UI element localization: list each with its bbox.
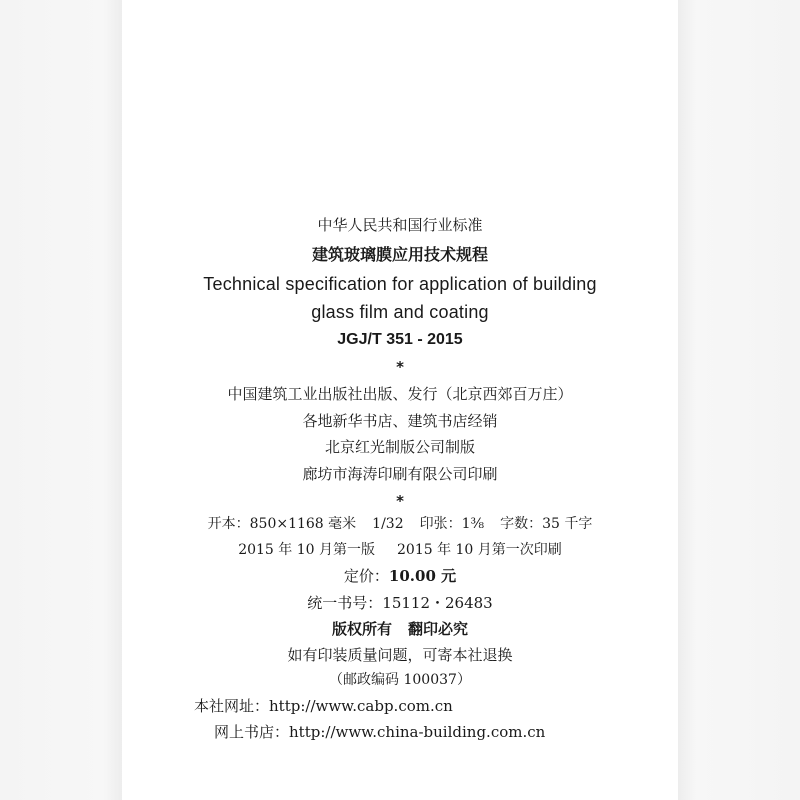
- copyright-notice: [122, 619, 678, 639]
- isbn-line: [122, 593, 678, 613]
- return-notice: 如有印装质量问题，可寄本社退换: [287, 646, 513, 664]
- edition-info: 2015 年 10 月第一版: [238, 542, 375, 558]
- printer-line: 廊坊市海涛印刷有限公司印刷: [302, 465, 498, 483]
- isbn-label: 统一书号：: [307, 594, 383, 612]
- title-english-line-1: Technical specification for application of building: [203, 274, 597, 294]
- price-value: 10.00 元: [388, 567, 457, 585]
- format-label: 开本：: [207, 516, 250, 532]
- page-left-margin: [0, 0, 122, 800]
- printing-info: 2015 年 10 月第一次印刷: [397, 542, 562, 558]
- book-size: 1/32: [372, 516, 404, 532]
- standard-code: JGJ/T 351 - 2015: [337, 331, 463, 348]
- copyright-no-reprint: 翻印必究: [408, 620, 469, 638]
- plate-maker-line: 北京红光制版公司制版: [324, 438, 475, 456]
- website-line: [194, 696, 654, 716]
- postcode-line: （邮政编码 100037）: [329, 672, 471, 688]
- online-store-label: 网上书店：: [214, 723, 290, 741]
- separator-star-2: *: [396, 492, 404, 510]
- title-english-line-2: glass film and coating: [311, 302, 489, 322]
- sheets-value: 1⅜: [461, 516, 485, 532]
- website-label: 本社网址：: [194, 697, 270, 715]
- format-value: 850×1168 毫米: [249, 516, 357, 532]
- sheets-label: 印张：: [419, 516, 462, 532]
- price-line: [122, 566, 678, 586]
- copyright-page: [122, 0, 678, 800]
- words-label: 字数：: [500, 516, 543, 532]
- distributor-line: 各地新华书店、建筑书店经销: [302, 412, 498, 430]
- words-value: 35 千字: [542, 516, 593, 532]
- title-chinese: 建筑玻璃膜应用技术规程: [311, 245, 488, 264]
- edition-line: [122, 540, 678, 560]
- online-store-url[interactable]: http://www.china-building.com.cn: [289, 723, 546, 741]
- price-label: 定价：: [343, 567, 389, 585]
- publisher-line: 中国建筑工业出版社出版、发行（北京西郊百万庄）: [227, 385, 573, 403]
- separator-star-1: *: [396, 358, 404, 376]
- copyright-reserved: 版权所有: [331, 620, 392, 638]
- online-store-line: [214, 722, 674, 742]
- page-right-margin: [678, 0, 800, 800]
- website-url[interactable]: http://www.cabp.com.cn: [269, 697, 453, 715]
- format-specs-line: [122, 514, 678, 534]
- standard-type: 中华人民共和国行业标准: [317, 216, 483, 234]
- isbn-value: 15112・26483: [382, 594, 493, 612]
